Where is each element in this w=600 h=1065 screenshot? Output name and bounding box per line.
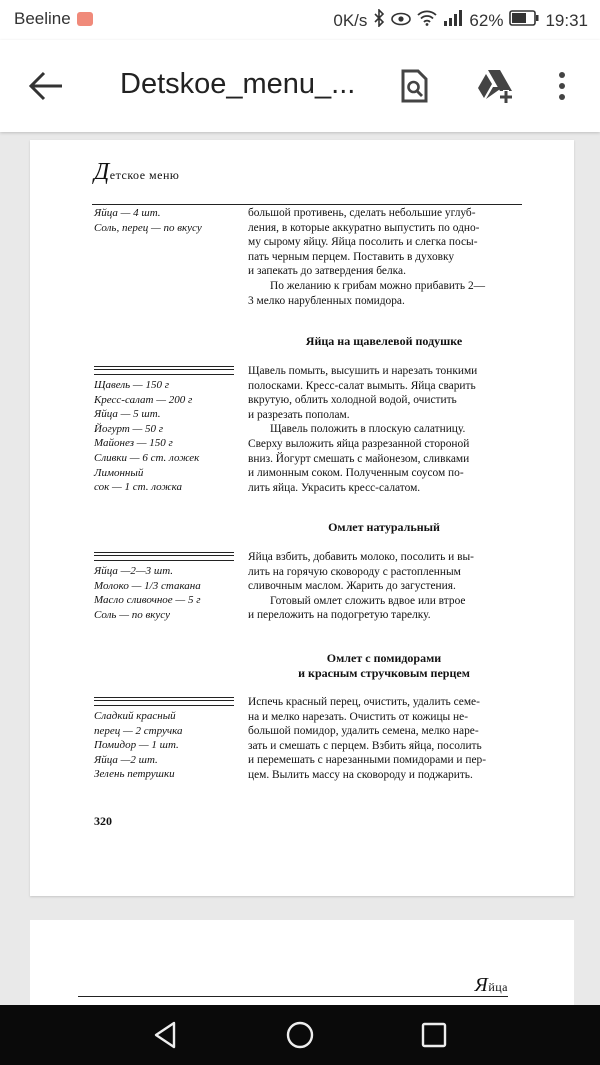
ingredients-list: Яйца —2—3 шт. Молоко — 1/3 стакана Масло сливочное — 5 г Соль — по вкусу xyxy=(94,565,201,621)
ingredients-list: Сладкий красный перец — 2 стручка Помидор — 1 шт. Яйца —2 шт. Зелень петрушки xyxy=(94,710,183,781)
carrier-label: Beeline xyxy=(14,9,71,28)
nav-back-icon[interactable] xyxy=(150,1019,182,1051)
recipe-title: Омлет натуральный xyxy=(328,520,440,534)
recipe-title: Омлет с помидорами и красным стручковым перцем xyxy=(298,651,470,680)
app-bar xyxy=(0,40,600,132)
notification-mail-icon xyxy=(77,12,93,26)
battery-icon xyxy=(509,10,539,31)
recipe-title: Яйца на щавелевой подушке xyxy=(305,334,463,348)
system-nav-bar xyxy=(0,1005,600,1065)
ingredients-rule xyxy=(94,366,234,375)
ingredients-rule xyxy=(94,697,234,706)
document-page[interactable] xyxy=(30,140,574,896)
battery-percent: 62% xyxy=(469,10,504,30)
ingredients-list: Яйца — 4 шт. Соль, перец — по вкусу xyxy=(94,207,202,234)
nav-home-icon[interactable] xyxy=(284,1019,316,1051)
header-rule xyxy=(78,996,508,997)
eye-icon xyxy=(391,11,411,31)
page-header: Яйца xyxy=(474,974,508,996)
back-arrow-icon[interactable] xyxy=(28,70,64,102)
status-bar xyxy=(0,0,600,40)
more-options-icon[interactable] xyxy=(552,68,588,104)
page-number: 320 xyxy=(94,814,112,828)
wifi-icon xyxy=(417,10,437,31)
document-title: Detskoe_menu_... xyxy=(120,68,356,100)
page-header: Детское меню xyxy=(94,159,180,185)
recipe-text: Яйца взбить, добавить молоко, посолить и вы- лить на горячую сковороду с растопленным сливочным маслом. Жарить до загустения. Готовый омлет сложить вдвое или втрое и переложить на подогретую тарелку. xyxy=(248,551,474,622)
add-to-drive-icon[interactable] xyxy=(476,68,512,104)
clock: 19:31 xyxy=(545,10,588,30)
recipe-text: Испечь красный перец, очистить, удалить семе- на и мелко нарезать. Очистить от кожицы не- большой помидор, удалить семена, мелко наре- зать и смешать с перцем. Взбить яйца, посолить и перемешать с нарезанными помидорами и пер- цем. Вылить массу на сковороду и поджарить. xyxy=(248,696,487,781)
signal-icon xyxy=(443,10,463,31)
recipe-text: Щавель помыть, высушить и нарезать тонкими полосками. Кресс-салат вымыть. Яйца сварить вкрутую, облить холодной водой, очистить и разрезать пополам. Щавель положить в плоскую салатницу. Сверху выложить яйца разрезанной стороной вниз. Йогурт смешать с майонезом, сливками и лимонным соком. Полученным соусом по- лить яйца. Украсить кресс-салатом. xyxy=(248,365,478,494)
recipe-text: большой противень, сделать небольшие углуб- ления, в которые аккуратно выпустить по одно- му сырому яйцу. Яйца посолить и слегка посы- пать черным перцем. Поставить в духовку и запекать до затвердения белка. По желанию к грибам можно прибавить 2— 3 мелко нарубленных помидора. xyxy=(248,207,486,307)
ingredients-rule xyxy=(94,552,234,561)
bluetooth-icon xyxy=(373,9,385,32)
find-in-document-icon[interactable] xyxy=(396,68,432,104)
ingredients-list: Щавель — 150 г Кресс-салат — 200 г Яйца — 5 шт. Йогурт — 50 г Майонез — 150 г Сливки — 6 ст. ложек Лимонный сок — 1 ст. ложка xyxy=(94,379,200,494)
nav-recents-icon[interactable] xyxy=(418,1019,450,1051)
network-speed: 0K/s xyxy=(333,10,368,30)
